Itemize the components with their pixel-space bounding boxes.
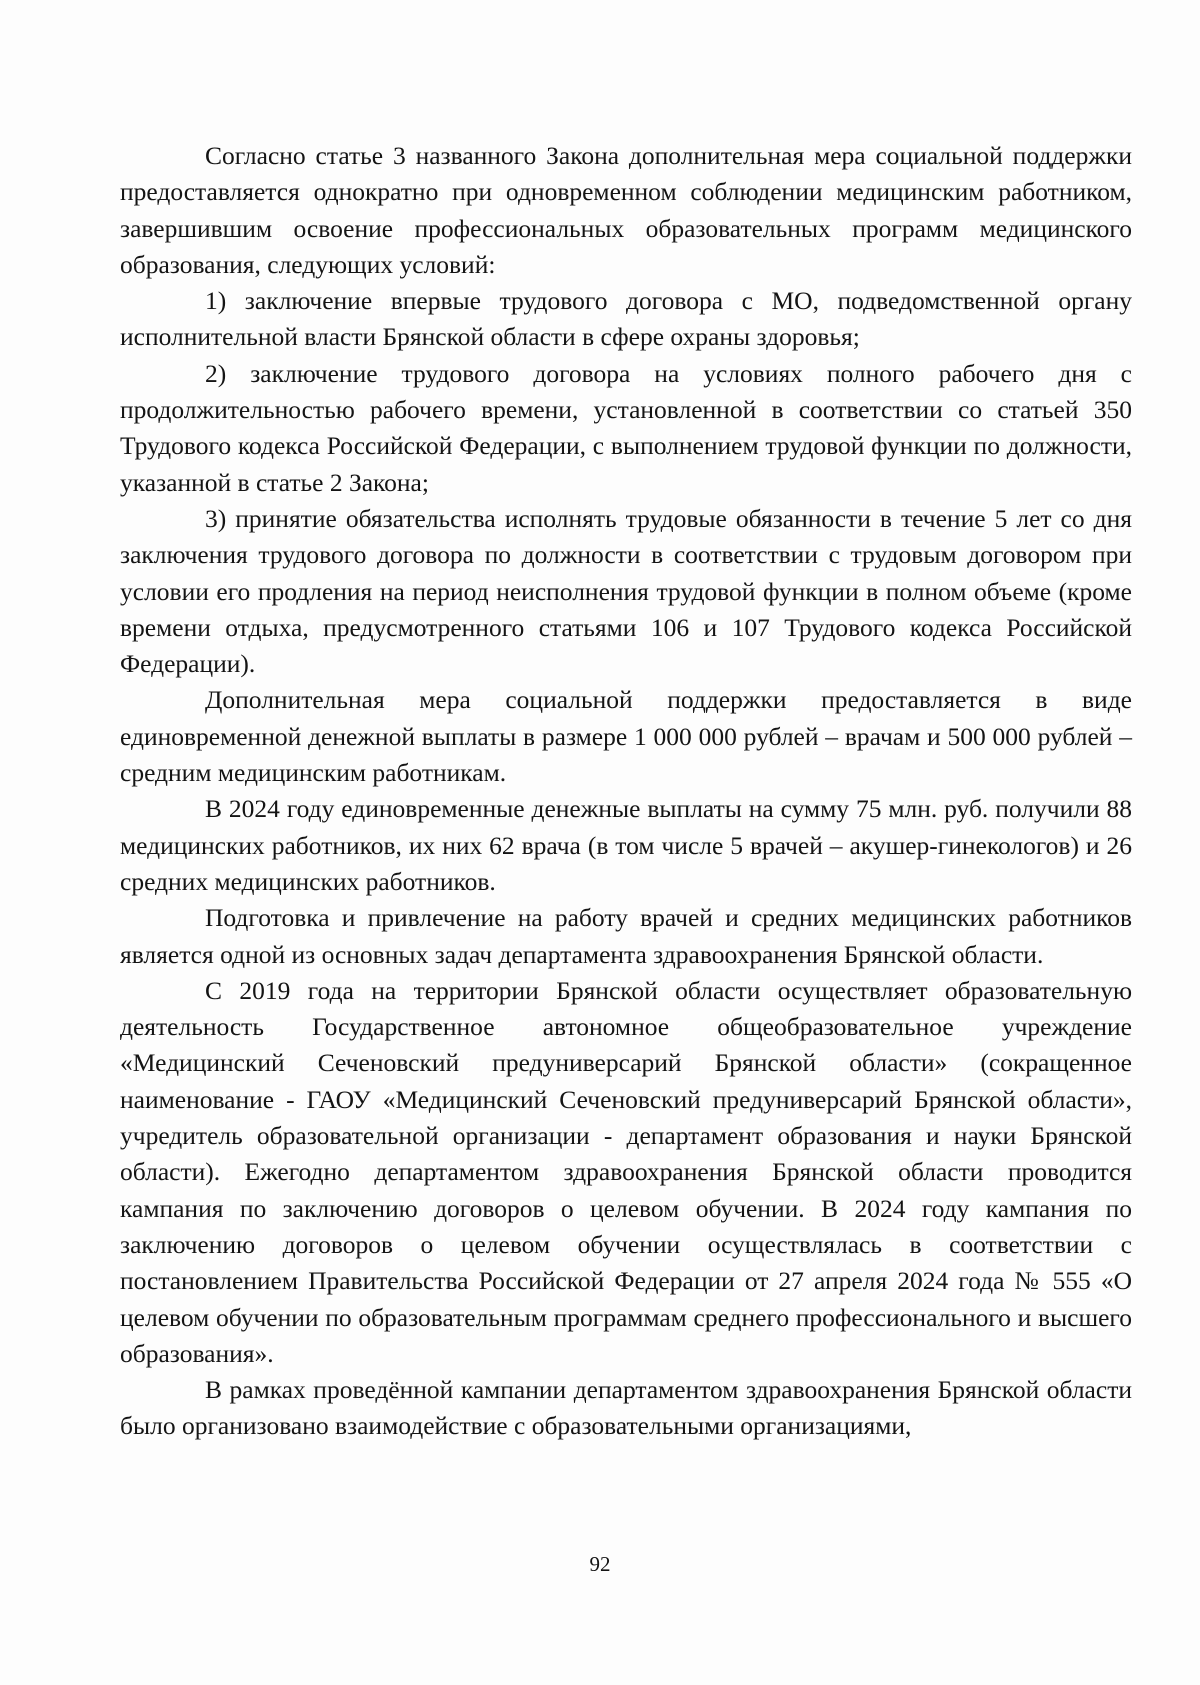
paragraph-preuniversary: С 2019 года на территории Брянской области осуществляет образовательную деятельность Государственное автономное общеобразовательное учреждение «Медицинский Сеченовский предуниверсарий Брянской области» (сокращенное наименование - ГАОУ «Медицинский Сеченовский предуниверсарий Брянской области», учредитель образовательной организации - департамент образования и науки Брянской области). Ежегодно департаментом здравоохранения Брянской области проводится кампания по заключению договоров о целевом обучении. В 2024 году кампания по заключению договоров о целевом обучении осуществлялась в соответствии с постановлением Правительства Российской Федерации от 27 апреля 2024 года № 555 «О целевом обучении по образовательным программам среднего профессионального и высшего образования». xyxy=(120,975,1132,1368)
paragraph-2024-payments: В 2024 году единовременные денежные выплаты на сумму 75 млн. руб. получили 88 медицинских работников, их них 62 врача (в том числе 5 врачей – акушер-гинекологов) и 26 средних медицинских работников. xyxy=(120,794,1132,896)
paragraph-payment-amount: Дополнительная мера социальной поддержки предоставляется в виде единовременной денежной выплаты в размере 1 000 000 рублей – врачам и 500 000 рублей – средним медицинским работникам. xyxy=(120,685,1132,788)
paragraph-condition-2: 2) заключение трудового договора на условиях полного рабочего дня с продолжительностью рабочего времени, установленной в соответствии со статьей 350 Трудового кодекса Российской Федерации, с выполнением трудовой функции по должности, указанной в статье 2 Закона; xyxy=(120,358,1132,497)
paragraph-campaign: В рамках проведённой кампании департаментом здравоохранения Брянской области было организовано взаимодействие с образовательными организациями, xyxy=(120,1375,1132,1441)
paragraph-training-task: Подготовка и привлечение на работу врачей и средних медицинских работников является одной из основных задач департамента здравоохранения Брянской области. xyxy=(120,903,1132,969)
paragraph-condition-1: 1) заключение впервые трудового договора с МО, подведомственной органу исполнительной власти Брянской области в сфере охраны здоровья; xyxy=(120,286,1132,352)
paragraph-condition-3: 3) принятие обязательства исполнять трудовые обязанности в течение 5 лет со дня заключения трудового договора по должности в соответствии с трудовым договором при условии его продления на период неисполнения трудовой функции в полном объеме (кроме времени отдыха, предусмотренного статьями 106 и 107 Трудового кодекса Российской Федерации). xyxy=(120,503,1132,679)
page-number: 92 xyxy=(589,1552,611,1576)
paragraph-article-3-conditions: Согласно статье 3 названного Закона дополнительная мера социальной поддержки предоставляется однократно при одновременном соблюдении медицинским работником, завершившим освоение профессиональных образовательных программ медицинского образования, следующих условий: xyxy=(120,141,1132,279)
body-text xyxy=(120,138,1132,1445)
